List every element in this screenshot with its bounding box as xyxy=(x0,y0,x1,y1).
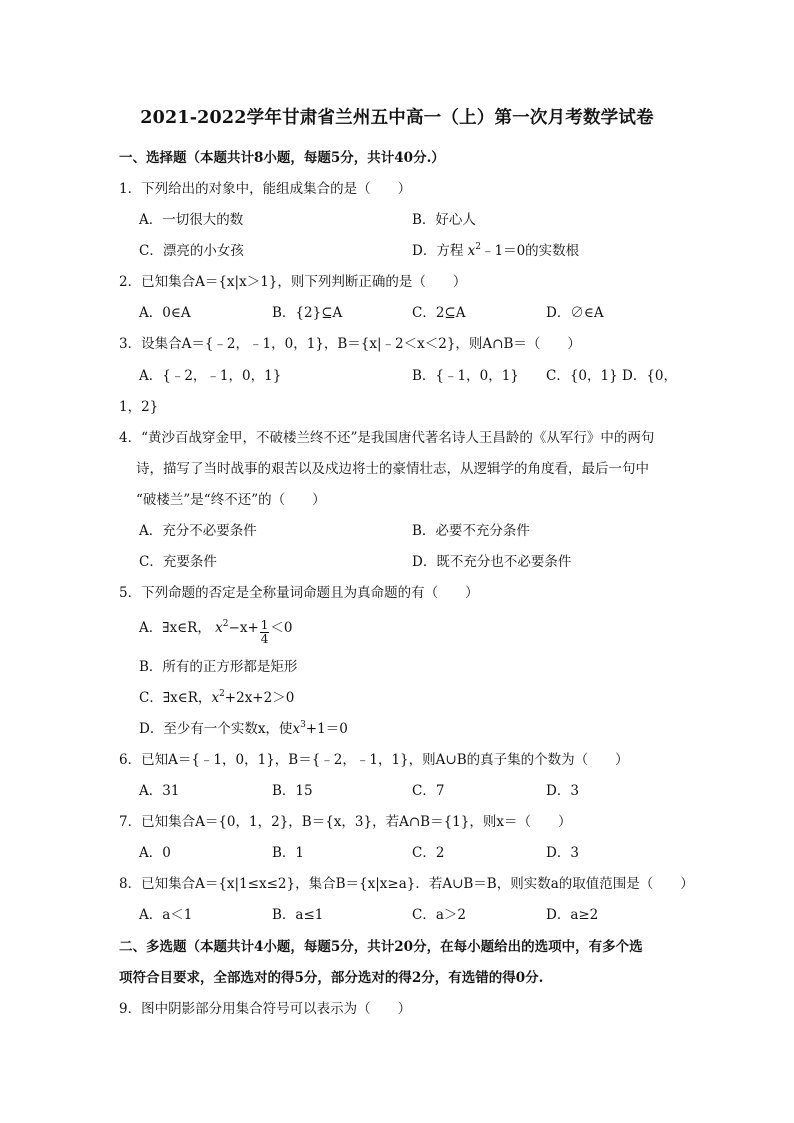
question-8-stem: 8．已知集合A＝{x|1≤x≤2}，集合B＝{x|x≥a}．若A∪B＝B，则实数a的取值范围是（ ） xyxy=(119,876,694,892)
question-3-stem: 3．设集合A＝{﹣2，﹣1，0，1}，B＝{x|﹣2＜x＜2}，则A∩B＝（ ） xyxy=(119,336,581,352)
question-3-option-a: A．{﹣2，﹣1，0，1} xyxy=(139,368,282,384)
question-1-option-a: A．一切很大的数 xyxy=(139,212,244,228)
question-8-option-c: C．a＞2 xyxy=(412,907,466,923)
section-heading-single-choice: 一、选择题（本题共计8小题，每题5分，共计40分.） xyxy=(119,150,445,166)
question-3-option-d-continued: 1，2} xyxy=(119,399,159,415)
section-heading-multi-choice-line-2: 项符合目要求，全部选对的得5分，部分选对的得2分，有选错的得0分. xyxy=(119,970,544,986)
question-5-stem: 5．下列命题的否定是全称量词命题且为真命题的有（ ） xyxy=(119,585,479,601)
question-7-option-c: C．2 xyxy=(412,845,445,861)
question-8-option-d: D．a≥2 xyxy=(546,907,599,923)
question-4-option-c: C．充要条件 xyxy=(139,554,217,570)
question-4-stem-line-3: “破楼兰”是“终不还”的（ ） xyxy=(136,492,326,508)
question-3-option-c: C．{0，1} xyxy=(546,368,618,384)
fraction-one-quarter: $\frac{1}{4}$ xyxy=(260,618,269,646)
question-1-option-d: D．方程 $x^2﹣1=0$的实数根 xyxy=(412,242,580,259)
question-8-option-a: A．a＜1 xyxy=(139,907,193,923)
question-6-stem: 6．已知A＝{﹣1，0，1}，B＝{﹣2，﹣1，1}，则A∪B的真子集的个数为（ ） xyxy=(119,752,629,768)
question-6-option-a: A．31 xyxy=(139,783,180,799)
question-4-option-b: B．必要不充分条件 xyxy=(412,523,530,539)
section-heading-multi-choice-line-1: 二、多选题（本题共计4小题，每题5分，共计20分，在每小题给出的选项中，有多个选 xyxy=(119,939,643,955)
question-7-stem: 7．已知集合A＝{0，1，2}，B＝{x，3}，若A∩B＝{1}，则x＝（ ） xyxy=(119,814,572,830)
exam-title: 2021-2022学年甘肃省兰州五中高一（上）第一次月考数学试卷 xyxy=(140,108,654,128)
question-2-stem: 2．已知集合A＝{x|x＞1}，则下列判断正确的是（ ） xyxy=(119,274,467,290)
question-2-option-c: C．2⊆A xyxy=(412,305,466,321)
question-8-option-b: B．a≤1 xyxy=(272,907,324,923)
question-9-stem: 9．图中阴影部分用集合符号可以表示为（ ） xyxy=(119,1001,412,1017)
question-6-option-b: B．15 xyxy=(272,783,313,799)
question-5-option-b: B．所有的正方形都是矩形 xyxy=(139,659,298,675)
question-2-option-b: B．{2}⊆A xyxy=(272,305,343,321)
question-2-option-a: A．0∈A xyxy=(139,305,191,321)
question-1-stem: 1．下列给出的对象中，能组成集合的是（ ） xyxy=(119,181,412,197)
question-4-option-d: D．既不充分也不必要条件 xyxy=(412,554,572,570)
question-5-option-c: C．∃x∈R，$x^2+2x+2>0$ xyxy=(139,689,295,706)
question-4-stem-line-1: 4．“黄沙百战穿金甲，不破楼兰终不还”是我国唐代著名诗人王昌龄的《从军行》中的两句 xyxy=(119,430,655,446)
question-1-option-c: C．漂亮的小女孩 xyxy=(139,243,244,259)
question-5-option-d: D．至少有一个实数x，使$x^3+1=0$ xyxy=(139,720,348,737)
question-7-option-d: D．3 xyxy=(546,845,579,861)
question-4-stem-line-2: 诗，描写了当时战事的艰苦以及戍边将士的豪情壮志，从逻辑学的角度看，最后一句中 xyxy=(136,461,649,477)
question-1-option-b: B．好心人 xyxy=(412,212,476,228)
question-4-option-a: A．充分不必要条件 xyxy=(139,523,257,539)
question-6-option-c: C．7 xyxy=(412,783,445,799)
question-2-option-d: D．∅∈A xyxy=(546,305,604,321)
question-7-option-b: B．1 xyxy=(272,845,305,861)
question-7-option-a: A．0 xyxy=(139,845,171,861)
question-3-option-d: D．{0， xyxy=(622,368,678,384)
question-5-option-a: A．∃x∈R， $x^2-x+$ $\frac{1}{4}$ ＜0 xyxy=(139,618,293,646)
question-6-option-d: D．3 xyxy=(546,783,579,799)
question-3-option-b: B．{﹣1，0，1} xyxy=(412,368,519,384)
